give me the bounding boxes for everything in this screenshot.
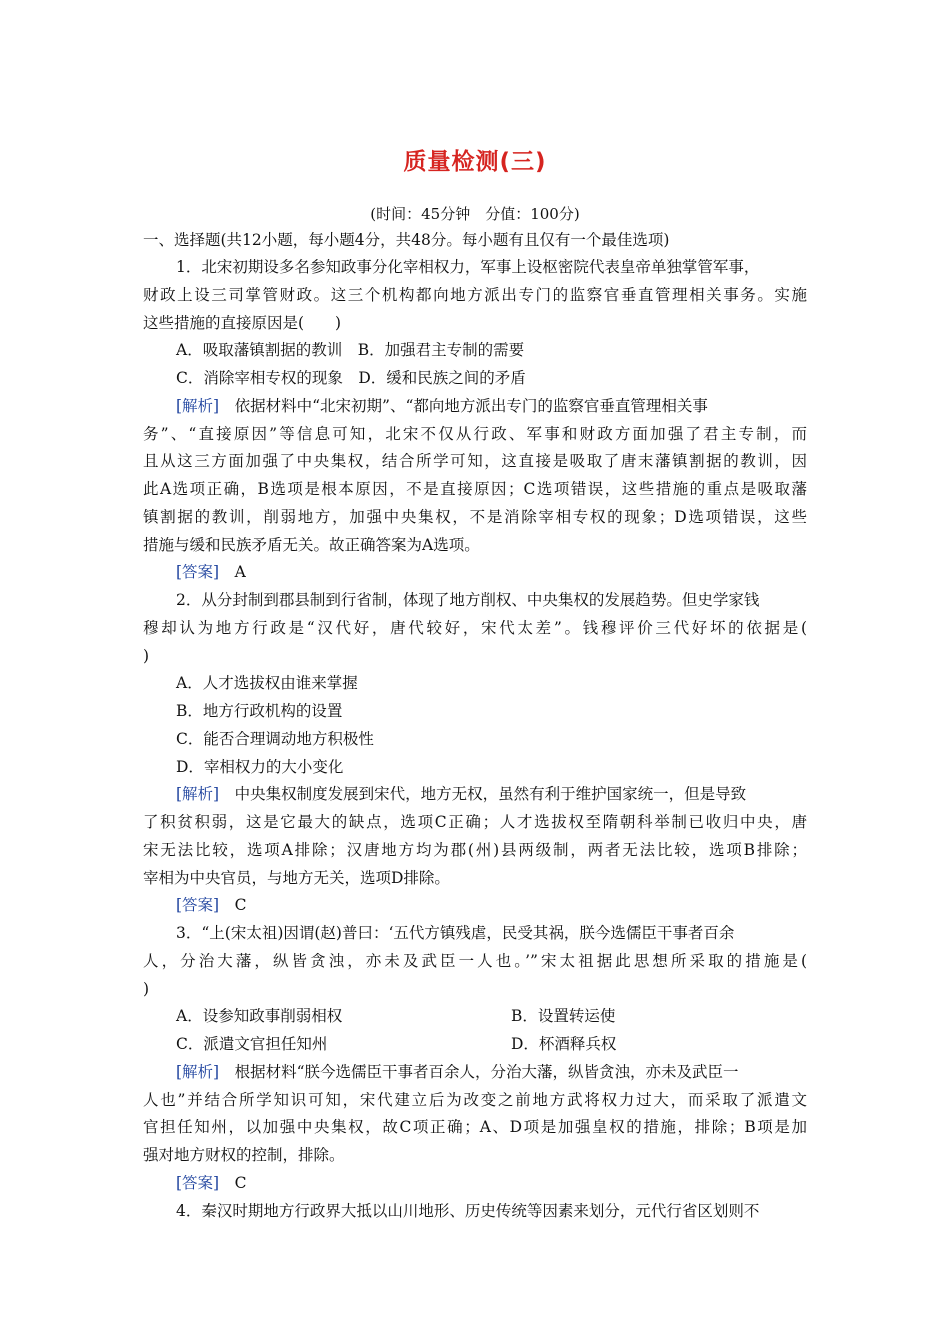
answer-tag: [答案] [176, 1174, 220, 1192]
q3-stem-line: 3．“上(宋太祖)因谓(赵)普曰：‘五代方镇残虐，民受其祸，朕今选儒臣干事者百余 [176, 924, 735, 942]
q1-analysis-line: 镇割据的教训，削弱地方，加强中央集权，不是消除宰相专权的现象；D选项错误，这些 [143, 508, 807, 526]
answer-tag: [答案] [176, 563, 220, 581]
q1-analysis-text: 依据材料中“北宋初期”、“都向地方派出专门的监察官垂直管理相关事 [234, 397, 708, 415]
q2-analysis-line: 宰相为中央官员，与地方无关，选项D排除。 [143, 869, 450, 887]
q1-analysis-line: 措施与缓和民族矛盾无关。故正确答案为A选项。 [143, 536, 480, 554]
q3-analysis-first-line [176, 1062, 739, 1082]
q3-analysis-text: 根据材料“朕今选儒臣干事者百余人，分治大藩，纵皆贪浊，亦未及武臣一 [234, 1063, 739, 1081]
answer-tag: [答案] [176, 896, 220, 914]
q3-option: C．派遣文官担任知州 [176, 1035, 328, 1053]
analysis-tag: [解析] [176, 397, 220, 415]
q2-analysis-first-line [176, 784, 746, 804]
analysis-tag: [解析] [176, 1063, 220, 1081]
exam-meta: (时间：45分钟 分值：100分) [370, 205, 580, 223]
q3-analysis-line: 强对地方财权的控制，排除。 [143, 1146, 345, 1164]
q3-stem-line: ) [143, 980, 150, 998]
q1-options-row: C．消除宰相专权的现象 D．缓和民族之间的矛盾 [176, 369, 526, 387]
q1-stem-line: 1．北宋初期设多名参知政事分化宰相权力，军事上设枢密院代表皇帝单独掌管军事， [176, 258, 760, 276]
q1-options-row: A．吸取藩镇割据的教训 B．加强君主专制的需要 [176, 341, 525, 359]
section-header: 一、选择题(共12小题，每小题4分，共48分。每小题有且仅有一个最佳选项) [143, 231, 670, 249]
q3-answer-line [176, 1173, 247, 1193]
analysis-tag: [解析] [176, 785, 220, 803]
q2-stem-line: ) [143, 647, 150, 665]
q2-answer: C [234, 896, 247, 914]
q2-analysis-line: 宋无法比较，选项A排除；汉唐地方均为郡(州)县两级制，两者无法比较，选项B排除； [143, 841, 807, 859]
q1-stem-line: 财政上设三司掌管财政。这三个机构都向地方派出专门的监察官垂直管理相关事务。实施 [143, 286, 807, 304]
q3-option: A．设参知政事削弱相权 [176, 1007, 343, 1025]
q3-analysis-line: 官担任知州，以加强中央集权，故C项正确；A、D项是加强皇权的措施，排除；B项是加 [143, 1118, 807, 1136]
q1-analysis-line: 务”、“直接原因”等信息可知，北宋不仅从行政、军事和财政方面加强了君主专制，而 [143, 425, 807, 443]
q2-option: C．能否合理调动地方积极性 [176, 730, 374, 748]
q3-answer: C [234, 1174, 247, 1192]
q1-analysis-line: 此A选项正确，B选项是根本原因，不是直接原因；C选项错误，这些措施的重点是吸取藩 [143, 480, 807, 498]
q2-analysis-text: 中央集权制度发展到宋代，地方无权，虽然有利于维护国家统一，但是导致 [234, 785, 747, 803]
q1-analysis-first-line [176, 396, 708, 416]
q1-answer-line [176, 562, 246, 582]
q2-option: A．人才选拔权由谁来掌握 [176, 674, 358, 692]
q2-option: B．地方行政机构的设置 [176, 702, 343, 720]
q3-option: B．设置转运使 [511, 1007, 616, 1025]
q2-answer-line [176, 895, 247, 915]
q3-option: D．杯酒释兵权 [511, 1035, 617, 1053]
q4-stem-line: 4．秦汉时期地方行政界大抵以山川地形、历史传统等因素来划分，元代行省区划则不 [176, 1202, 760, 1220]
q1-answer: A [234, 563, 246, 581]
q3-stem-line: 人，分治大藩，纵皆贪浊，亦未及武臣一人也。’”宋太祖据此思想所采取的措施是( [143, 952, 807, 970]
q2-stem-line: 2．从分封制到郡县制到行省制，体现了地方削权、中央集权的发展趋势。但史学家钱 [176, 591, 760, 609]
page-title: 质量检测(三) [403, 149, 547, 175]
q2-analysis-line: 了积贫积弱，这是它最大的缺点，选项C正确；人才选拔权至隋朝科举制已收归中央，唐 [143, 813, 807, 831]
q3-analysis-line: 人也”并结合所学知识可知，宋代建立后为改变之前地方武将权力过大，而采取了派遣文 [143, 1091, 807, 1109]
q2-stem-line: 穆却认为地方行政是“汉代好，唐代较好，宋代太差”。钱穆评价三代好坏的依据是( [143, 619, 807, 637]
q2-option: D．宰相权力的大小变化 [176, 758, 344, 776]
q1-analysis-line: 且从这三方面加强了中央集权，结合所学可知，这直接是吸取了唐末藩镇割据的教训，因 [143, 452, 807, 470]
q1-stem-line: 这些措施的直接原因是( ) [143, 314, 342, 332]
